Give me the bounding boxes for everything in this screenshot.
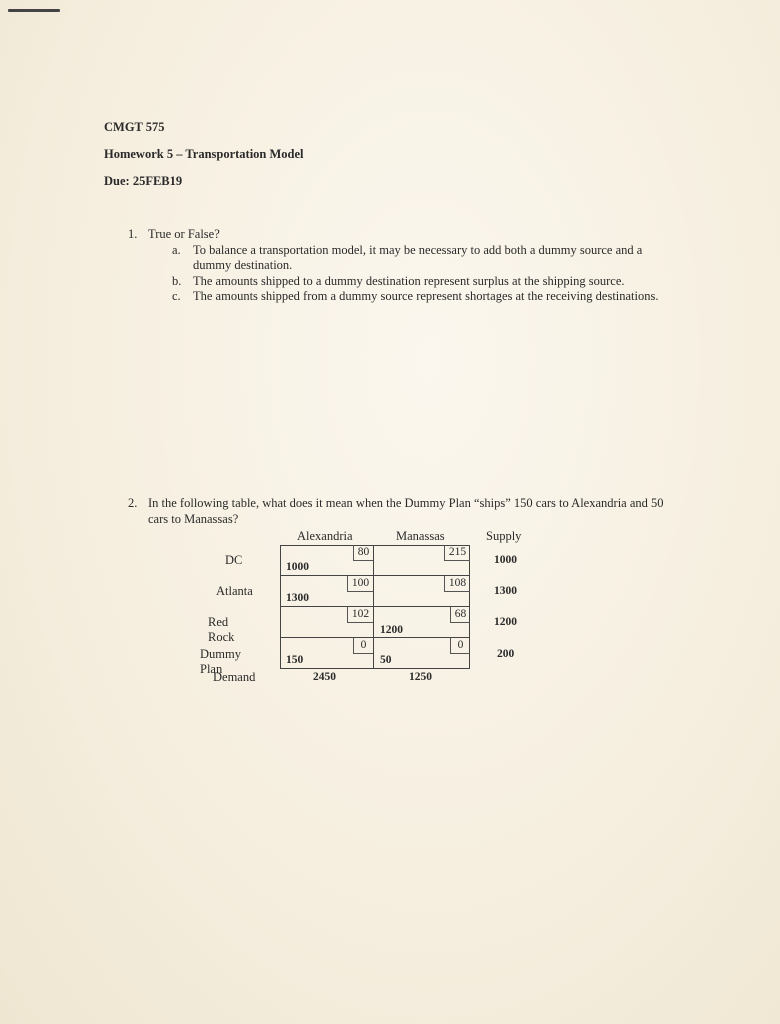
allocation-value: 1300 [286,592,309,604]
allocation-value: 150 [286,654,304,666]
row-label: Dummy Plan [200,647,241,676]
allocation-value: 50 [380,654,392,666]
grid-divider [280,575,470,576]
item-letter: c. [172,289,181,303]
question-item [172,274,688,290]
question-2 [128,496,688,527]
question-text: In the following table, what does it mean when the Dummy Plan “ships” 150 cars to Alexandria and 50 cars to Manassas? [148,496,664,526]
cost-cell: 100 [347,576,373,592]
item-text: To balance a transportation model, it may be necessary to add both a dummy source and a dummy destination. [193,242,643,272]
question-number: 2. [128,496,138,510]
row-label: Red Rock [208,615,235,644]
page-corner-mark [8,9,60,12]
demand-value: 2450 [313,671,336,683]
column-header: Manassas [396,529,445,543]
course-code: CMGT 575 [104,120,165,134]
item-text: The amounts shipped from a dummy source represent shortages at the receiving destinations. [193,289,659,303]
cost-cell: 102 [347,607,373,623]
question-item [172,243,688,274]
grid-divider [280,637,470,638]
allocation-value: 1000 [286,561,309,573]
cost-cell: 108 [444,576,470,592]
due-date: Due: 25FEB19 [104,174,183,188]
supply-value: 1000 [494,554,517,566]
cost-cell: 68 [450,607,470,623]
assignment-title: Homework 5 – Transportation Model [104,147,304,161]
document-header [104,118,304,199]
question-text: True or False? [148,227,220,241]
cost-cell: 80 [353,545,373,561]
question-number: 1. [128,227,138,241]
allocation-value: 1200 [380,624,403,636]
grid-divider [373,545,374,669]
cost-cell: 0 [450,638,470,654]
demand-label: Demand [213,670,256,684]
supply-value: 200 [497,648,515,660]
question-item [172,289,688,305]
row-label: DC [225,553,243,567]
cost-cell: 0 [353,638,373,654]
column-header: Alexandria [297,529,353,543]
supply-value: 1200 [494,616,517,628]
grid-divider [280,606,470,607]
item-letter: b. [172,273,182,288]
cost-cell: 215 [444,545,470,561]
row-label: Atlanta [216,584,253,598]
supply-value: 1300 [494,585,517,597]
demand-value: 1250 [409,671,432,683]
item-letter: a. [172,242,181,257]
question-1 [128,227,688,305]
item-text: The amounts shipped to a dummy destination represent surplus at the shipping source. [193,273,625,288]
supply-header: Supply [486,529,522,543]
